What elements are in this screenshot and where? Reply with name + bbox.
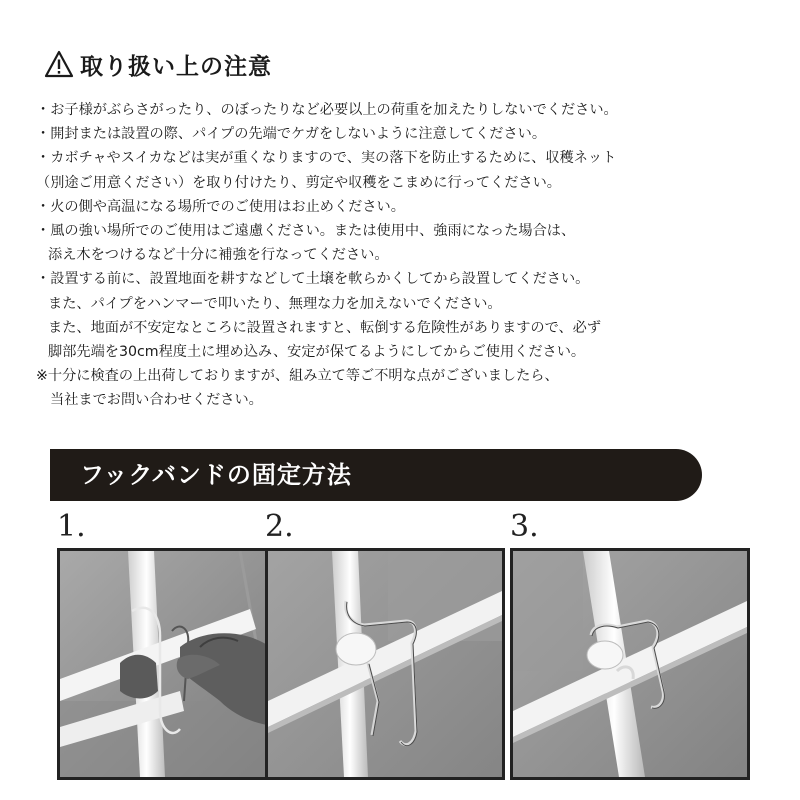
note-line: （別途ご用意ください）を取り付けたり、剪定や収穫をこまめに行ってください。: [36, 174, 561, 191]
hook-band-fixed-image: [513, 551, 747, 777]
note-line: また、地面が不安定なところに設置されますと、転倒する危険性がありますので、必ず: [48, 319, 602, 336]
step-3-photo: [510, 548, 750, 780]
step-number: 2.: [265, 509, 294, 544]
note-line: ・開封または設置の際、パイプの先端でケガをしないように注意してください。: [36, 126, 547, 143]
step-2-photo: [265, 548, 505, 780]
caution-title: 取り扱い上の注意: [80, 53, 272, 80]
note-line: 当社までお問い合わせください。: [50, 392, 263, 409]
section-banner: [50, 449, 702, 501]
caution-heading: [44, 44, 272, 84]
note-line: ・火の側や高温になる場所でのご使用はお止めください。: [36, 198, 405, 215]
step-1-photo: [57, 548, 297, 780]
warning-triangle-icon: [44, 50, 74, 78]
section-title: フックバンドの固定方法: [80, 461, 352, 489]
hook-band-attached-image: [268, 551, 502, 777]
note-line: ※十分に検査の上出荷しておりますが、組み立て等ご不明な点がございましたら、: [36, 368, 559, 385]
note-line: 脚部先端を30cm程度土に埋め込み、安定が保てるようにしてからご使用ください。: [48, 343, 586, 360]
note-line: ・カボチャやスイカなどは実が重くなりますので、実の落下を防止するために、収穫ネット: [36, 150, 617, 167]
step-number: 3.: [510, 509, 539, 544]
note-line: また、パイプをハンマーで叩いたり、無理な力を加えないでください。: [48, 295, 502, 312]
caution-notes: [36, 98, 776, 412]
note-line: ・お子様がぶらさがったり、のぼったりなど必要以上の荷重を加えたりしないでください。: [36, 102, 618, 118]
step-number: 1.: [57, 509, 86, 544]
note-line: ・設置する前に、設置地面を耕すなどして土壌を軟らかくしてから設置してください。: [36, 271, 590, 288]
hook-band-hands-image: [60, 551, 294, 777]
note-line: 添え木をつけるなど十分に補強を行なってください。: [48, 247, 389, 264]
step-3: [510, 510, 754, 780]
note-line: ・風の強い場所でのご使用はご遠慮ください。または使用中、強雨になった場合は、: [36, 222, 576, 239]
step-2: [265, 510, 509, 780]
